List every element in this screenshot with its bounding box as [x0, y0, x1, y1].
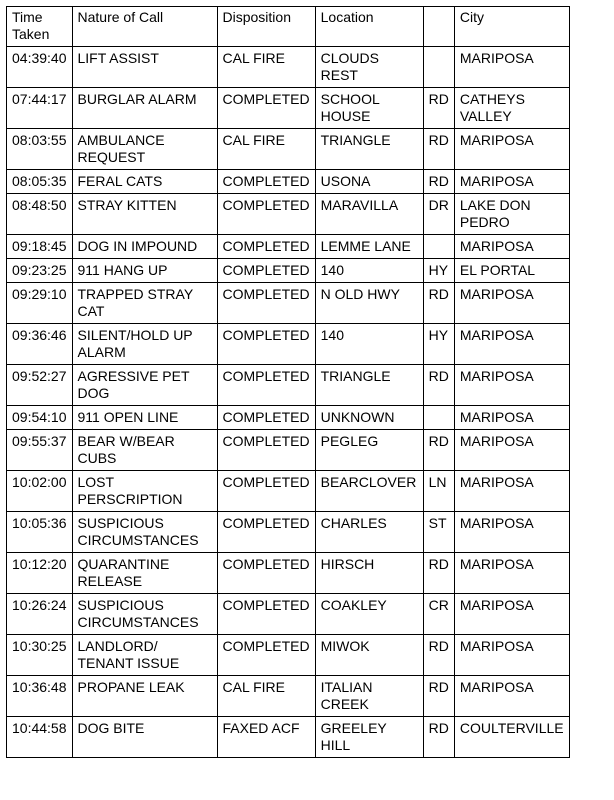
- cell-city: COULTERVILLE: [454, 717, 569, 758]
- table-row: [7, 47, 570, 88]
- cell-nature-of-call: QUARANTINE RELEASE: [72, 553, 217, 594]
- cell-time-taken: 07:44:17: [7, 88, 73, 129]
- cell-city: LAKE DON PEDRO: [454, 194, 569, 235]
- cell-location: CLOUDS REST: [315, 47, 423, 88]
- header-city: City: [454, 7, 569, 47]
- header-disposition: Disposition: [217, 7, 315, 47]
- cell-location: MARAVILLA: [315, 194, 423, 235]
- cell-street-suffix: [423, 47, 454, 88]
- cell-disposition: COMPLETED: [217, 194, 315, 235]
- table-row: [7, 676, 570, 717]
- cell-location: CHARLES: [315, 512, 423, 553]
- cell-city: MARIPOSA: [454, 406, 569, 430]
- cell-street-suffix: RD: [423, 365, 454, 406]
- cell-nature-of-call: TRAPPED STRAY CAT: [72, 283, 217, 324]
- cell-disposition: FAXED ACF: [217, 717, 315, 758]
- table-row: [7, 194, 570, 235]
- table-header: [7, 7, 570, 47]
- cell-nature-of-call: LANDLORD/ TENANT ISSUE: [72, 635, 217, 676]
- cell-time-taken: 09:18:45: [7, 235, 73, 259]
- header-location: Location: [315, 7, 423, 47]
- cell-street-suffix: [423, 406, 454, 430]
- cell-city: MARIPOSA: [454, 283, 569, 324]
- cell-city: MARIPOSA: [454, 676, 569, 717]
- cell-city: MARIPOSA: [454, 47, 569, 88]
- table-row: [7, 235, 570, 259]
- cell-time-taken: 08:48:50: [7, 194, 73, 235]
- header-time-taken: Time Taken: [7, 7, 73, 47]
- cell-nature-of-call: 911 OPEN LINE: [72, 406, 217, 430]
- cell-city: MARIPOSA: [454, 129, 569, 170]
- cell-street-suffix: RD: [423, 717, 454, 758]
- cell-nature-of-call: STRAY KITTEN: [72, 194, 217, 235]
- table-row: [7, 512, 570, 553]
- cell-nature-of-call: PROPANE LEAK: [72, 676, 217, 717]
- cell-city: MARIPOSA: [454, 324, 569, 365]
- cell-city: MARIPOSA: [454, 471, 569, 512]
- cell-disposition: COMPLETED: [217, 259, 315, 283]
- table-row: [7, 283, 570, 324]
- header-nature-of-call: Nature of Call: [72, 7, 217, 47]
- cell-street-suffix: [423, 235, 454, 259]
- table-row: [7, 553, 570, 594]
- table-row: [7, 635, 570, 676]
- cell-time-taken: 09:54:10: [7, 406, 73, 430]
- cell-time-taken: 08:03:55: [7, 129, 73, 170]
- cell-nature-of-call: 911 HANG UP: [72, 259, 217, 283]
- cell-city: MARIPOSA: [454, 553, 569, 594]
- table-row: [7, 471, 570, 512]
- table-row: [7, 170, 570, 194]
- header-row: [7, 7, 570, 47]
- table-row: [7, 430, 570, 471]
- cell-disposition: CAL FIRE: [217, 129, 315, 170]
- cell-street-suffix: RD: [423, 553, 454, 594]
- cell-time-taken: 10:36:48: [7, 676, 73, 717]
- cell-city: EL PORTAL: [454, 259, 569, 283]
- cell-street-suffix: RD: [423, 635, 454, 676]
- cell-nature-of-call: LOST PERSCRIPTION: [72, 471, 217, 512]
- cell-street-suffix: RD: [423, 129, 454, 170]
- cell-disposition: COMPLETED: [217, 430, 315, 471]
- call-log-table: [6, 6, 570, 758]
- header-street-suffix: [423, 7, 454, 47]
- table-row: [7, 259, 570, 283]
- cell-time-taken: 09:23:25: [7, 259, 73, 283]
- cell-time-taken: 04:39:40: [7, 47, 73, 88]
- table-row: [7, 129, 570, 170]
- cell-street-suffix: ST: [423, 512, 454, 553]
- cell-nature-of-call: SUSPICIOUS CIRCUMSTANCES: [72, 594, 217, 635]
- cell-location: LEMME LANE: [315, 235, 423, 259]
- cell-city: MARIPOSA: [454, 170, 569, 194]
- cell-location: MIWOK: [315, 635, 423, 676]
- cell-location: ITALIAN CREEK: [315, 676, 423, 717]
- cell-disposition: COMPLETED: [217, 235, 315, 259]
- cell-nature-of-call: BURGLAR ALARM: [72, 88, 217, 129]
- cell-city: MARIPOSA: [454, 365, 569, 406]
- cell-nature-of-call: SUSPICIOUS CIRCUMSTANCES: [72, 512, 217, 553]
- cell-location: UNKNOWN: [315, 406, 423, 430]
- cell-nature-of-call: DOG IN IMPOUND: [72, 235, 217, 259]
- cell-disposition: CAL FIRE: [217, 676, 315, 717]
- cell-location: BEARCLOVER: [315, 471, 423, 512]
- cell-street-suffix: CR: [423, 594, 454, 635]
- cell-disposition: COMPLETED: [217, 635, 315, 676]
- table-row: [7, 594, 570, 635]
- cell-street-suffix: RD: [423, 170, 454, 194]
- cell-street-suffix: RD: [423, 88, 454, 129]
- table-row: [7, 406, 570, 430]
- cell-nature-of-call: FERAL CATS: [72, 170, 217, 194]
- cell-street-suffix: LN: [423, 471, 454, 512]
- cell-city: MARIPOSA: [454, 512, 569, 553]
- cell-nature-of-call: SILENT/HOLD UP ALARM: [72, 324, 217, 365]
- cell-location: GREELEY HILL: [315, 717, 423, 758]
- cell-time-taken: 10:44:58: [7, 717, 73, 758]
- cell-city: MARIPOSA: [454, 430, 569, 471]
- cell-disposition: COMPLETED: [217, 594, 315, 635]
- cell-time-taken: 08:05:35: [7, 170, 73, 194]
- cell-location: 140: [315, 324, 423, 365]
- cell-disposition: COMPLETED: [217, 170, 315, 194]
- cell-time-taken: 10:30:25: [7, 635, 73, 676]
- cell-location: COAKLEY: [315, 594, 423, 635]
- cell-location: HIRSCH: [315, 553, 423, 594]
- cell-location: SCHOOL HOUSE: [315, 88, 423, 129]
- cell-disposition: COMPLETED: [217, 365, 315, 406]
- cell-nature-of-call: LIFT ASSIST: [72, 47, 217, 88]
- table-row: [7, 324, 570, 365]
- cell-nature-of-call: AMBULANCE REQUEST: [72, 129, 217, 170]
- cell-city: MARIPOSA: [454, 635, 569, 676]
- cell-disposition: COMPLETED: [217, 471, 315, 512]
- cell-location: N OLD HWY: [315, 283, 423, 324]
- cell-street-suffix: RD: [423, 430, 454, 471]
- cell-time-taken: 09:55:37: [7, 430, 73, 471]
- table-row: [7, 717, 570, 758]
- table-row: [7, 88, 570, 129]
- cell-disposition: CAL FIRE: [217, 47, 315, 88]
- cell-nature-of-call: AGRESSIVE PET DOG: [72, 365, 217, 406]
- cell-city: CATHEYS VALLEY: [454, 88, 569, 129]
- cell-time-taken: 09:29:10: [7, 283, 73, 324]
- cell-disposition: COMPLETED: [217, 324, 315, 365]
- cell-time-taken: 10:26:24: [7, 594, 73, 635]
- cell-street-suffix: RD: [423, 283, 454, 324]
- cell-time-taken: 09:52:27: [7, 365, 73, 406]
- cell-location: 140: [315, 259, 423, 283]
- cell-nature-of-call: DOG BITE: [72, 717, 217, 758]
- cell-time-taken: 10:02:00: [7, 471, 73, 512]
- cell-location: TRIANGLE: [315, 129, 423, 170]
- cell-street-suffix: DR: [423, 194, 454, 235]
- cell-location: TRIANGLE: [315, 365, 423, 406]
- cell-city: MARIPOSA: [454, 235, 569, 259]
- cell-street-suffix: RD: [423, 676, 454, 717]
- table-body: [7, 47, 570, 758]
- cell-nature-of-call: BEAR W/BEAR CUBS: [72, 430, 217, 471]
- cell-location: USONA: [315, 170, 423, 194]
- cell-time-taken: 09:36:46: [7, 324, 73, 365]
- cell-disposition: COMPLETED: [217, 512, 315, 553]
- cell-disposition: COMPLETED: [217, 406, 315, 430]
- table-row: [7, 365, 570, 406]
- cell-street-suffix: HY: [423, 324, 454, 365]
- cell-location: PEGLEG: [315, 430, 423, 471]
- cell-city: MARIPOSA: [454, 594, 569, 635]
- cell-disposition: COMPLETED: [217, 88, 315, 129]
- cell-disposition: COMPLETED: [217, 283, 315, 324]
- cell-street-suffix: HY: [423, 259, 454, 283]
- cell-time-taken: 10:12:20: [7, 553, 73, 594]
- cell-disposition: COMPLETED: [217, 553, 315, 594]
- cell-time-taken: 10:05:36: [7, 512, 73, 553]
